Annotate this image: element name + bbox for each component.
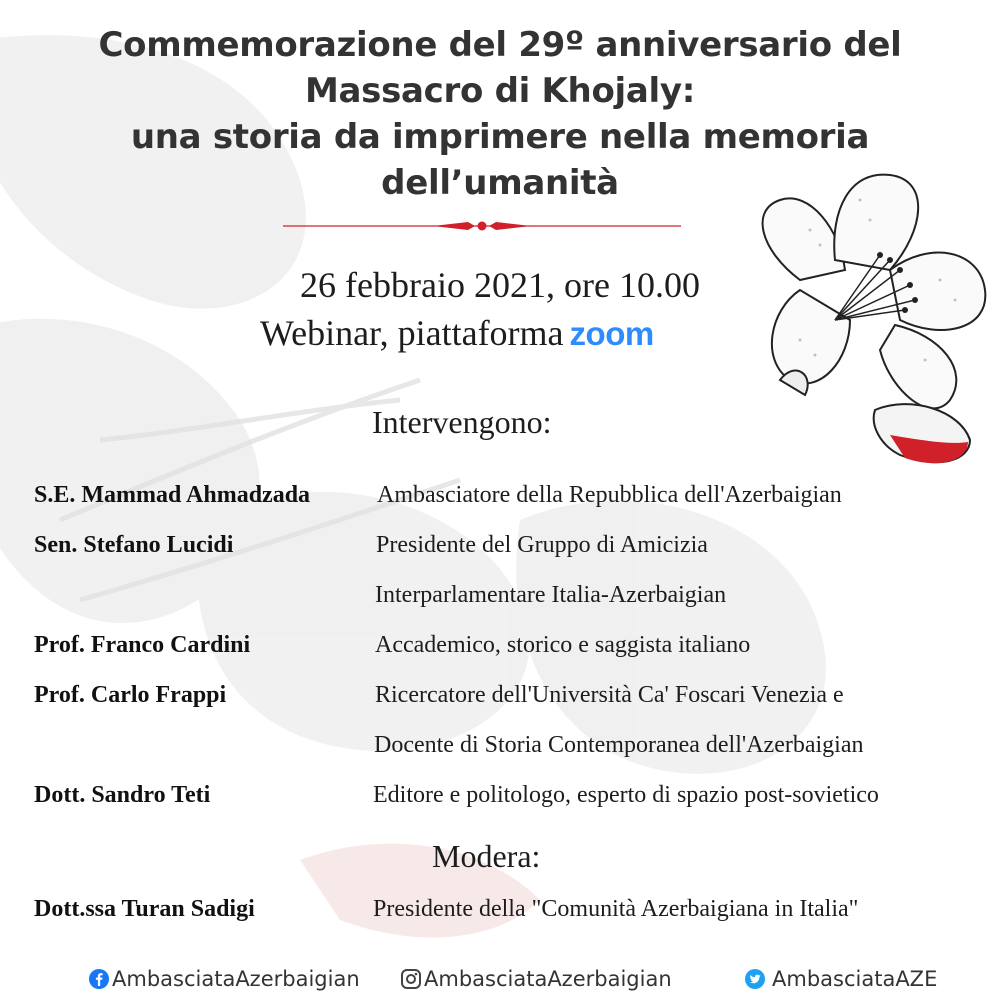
speaker-role: Editore e politologo, esperto di spazio post-sovietico bbox=[373, 782, 879, 808]
speakers-heading: Intervengono: bbox=[372, 404, 552, 440]
speaker-role-continued: Interparlamentare Italia-Azerbaigian bbox=[375, 582, 727, 608]
speaker-row-continued bbox=[34, 570, 994, 620]
speaker-row bbox=[34, 520, 994, 570]
speaker-role-continued: Docente di Storia Contemporanea dell'Azerbaigian bbox=[374, 732, 864, 758]
flower-illustration bbox=[740, 160, 1000, 480]
twitter-handle-text: AmbasciataAZE bbox=[772, 967, 938, 991]
speakers-list bbox=[34, 470, 994, 820]
speaker-row bbox=[34, 670, 994, 720]
moderator-block bbox=[34, 884, 994, 934]
moderator-row bbox=[34, 884, 994, 934]
speaker-role: Ricercatore dell'Università Ca' Foscari Venezia e bbox=[375, 682, 844, 708]
speaker-role: Accademico, storico e saggista italiano bbox=[375, 632, 751, 658]
title-line-3: una storia da imprimere nella memoria bbox=[130, 117, 870, 157]
facebook-icon bbox=[88, 968, 110, 990]
event-platform bbox=[260, 308, 654, 359]
instagram-handle[interactable] bbox=[400, 962, 672, 996]
speaker-name: S.E. Mammad Ahmadzada bbox=[34, 482, 311, 508]
speaker-row bbox=[34, 770, 994, 820]
speaker-role: Presidente del Gruppo di Amicizia bbox=[376, 532, 708, 558]
instagram-handle-text: AmbasciataAzerbaigian bbox=[424, 967, 672, 991]
speaker-name: Prof. Franco Cardini bbox=[34, 632, 251, 658]
ornamental-divider bbox=[283, 218, 681, 234]
title-line-1: Commemorazione del 29º anniversario del bbox=[98, 25, 902, 65]
facebook-handle-text: AmbasciataAzerbaigian bbox=[112, 967, 360, 991]
speaker-name: Prof. Carlo Frappi bbox=[34, 682, 227, 708]
zoom-logo: zoom bbox=[569, 315, 654, 352]
title-line-2: Massacro di Khojaly: bbox=[304, 71, 696, 111]
moderator-heading: Modera: bbox=[432, 838, 541, 874]
speaker-row bbox=[34, 620, 994, 670]
twitter-icon bbox=[744, 968, 766, 990]
twitter-handle[interactable] bbox=[744, 962, 937, 996]
title-line-4: dell’umanità bbox=[381, 163, 619, 203]
speaker-row-continued bbox=[34, 720, 994, 770]
speaker-row bbox=[34, 470, 994, 520]
platform-label: Webinar, piattaforma bbox=[260, 313, 564, 353]
event-date-time: 26 febbraio 2021, ore 10.00 bbox=[300, 265, 700, 305]
moderator-role: Presidente della "Comunità Azerbaigiana in Italia" bbox=[373, 896, 859, 922]
moderator-name: Dott.ssa Turan Sadigi bbox=[34, 896, 255, 922]
facebook-handle[interactable] bbox=[88, 962, 360, 996]
speaker-role: Ambasciatore della Repubblica dell'Azerbaigian bbox=[377, 482, 842, 508]
speaker-name: Sen. Stefano Lucidi bbox=[34, 532, 234, 558]
speaker-name: Dott. Sandro Teti bbox=[34, 782, 211, 808]
instagram-icon bbox=[400, 968, 422, 990]
